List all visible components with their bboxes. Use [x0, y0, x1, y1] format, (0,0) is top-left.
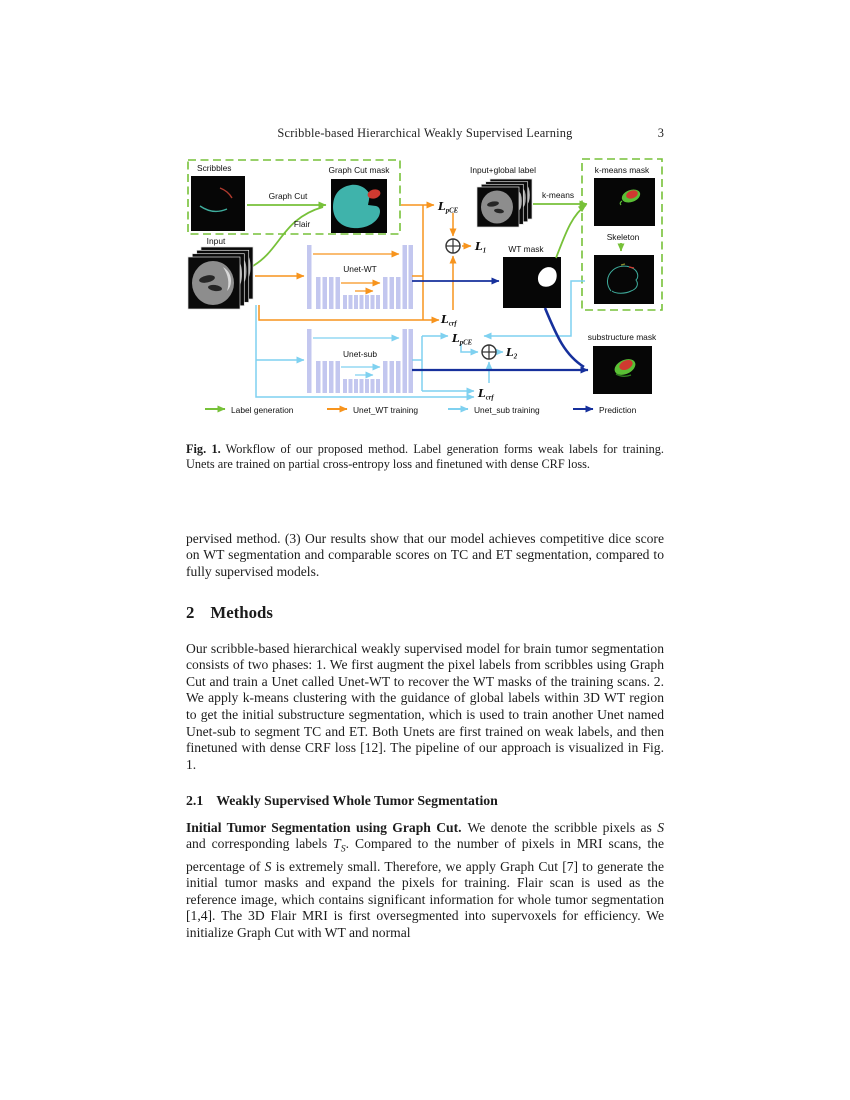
scribbles-image — [191, 176, 245, 231]
run-in-heading: Initial Tumor Segmentation using Graph Cut. — [186, 819, 462, 835]
para3-text-2: and corresponding labels — [186, 836, 334, 852]
skeleton-label: Skeleton — [606, 232, 640, 242]
loss-crf-sub-label: $L_{crf}$ — [478, 387, 494, 402]
section-2-1-number: 2.1 — [186, 792, 204, 808]
figure-1-workflow-diagram — [185, 155, 665, 425]
section-2-1-title: Weakly Supervised Whole Tumor Segmentation — [216, 792, 498, 808]
section-2-1-heading — [186, 793, 498, 809]
section-2-number: 2 — [186, 602, 195, 622]
graph-cut-mask-label: Graph Cut mask — [328, 165, 390, 175]
wt-mask-label: WT mask — [508, 244, 544, 254]
k-means-mask-image — [594, 178, 655, 226]
math-S-2: S — [264, 858, 272, 874]
paragraph-initial-tumor-segmentation — [186, 820, 664, 942]
k-means-arrow-label: k-means — [541, 190, 575, 200]
graph-cut-arrow-label: Graph Cut — [268, 191, 308, 201]
figure-legend — [205, 405, 637, 415]
flair-arrow — [251, 207, 323, 267]
running-head — [186, 126, 664, 141]
loss-2-label: $L_2$ — [506, 346, 518, 361]
wt-mask-image — [503, 257, 561, 308]
unet-sub-label: Unet-sub — [343, 349, 377, 359]
input-label: Input — [206, 236, 226, 246]
paragraph-continuation: pervised method. (3) Our results show that our model achieves competitive dice score on WT segmentation and comparable scores on TC and ET segmentation, compared to fully supervised models. — [186, 530, 664, 579]
figure-caption-text: Workflow of our proposed method. Label generation forms weak labels for training. Unets are trained on partial cross-entropy loss and finetuned with dense CRF loss. — [186, 442, 664, 472]
page-number: 3 — [657, 126, 664, 140]
section-2-heading — [186, 603, 273, 623]
wt-mask-to-substructure-curve — [545, 308, 584, 367]
legend-label-generation: Label generation — [231, 405, 294, 415]
loss-1-label: $L_1$ — [475, 240, 487, 255]
para3-text-3: . Compared to the number of pixels in MRI scans, the percentage of — [186, 836, 664, 874]
input-global-mri-stack — [477, 179, 532, 227]
flair-label: Flair — [293, 219, 311, 229]
legend-unet-wt-training: Unet_WT training — [353, 405, 419, 415]
sum-node-wt — [446, 239, 460, 253]
math-S-1: S — [657, 819, 664, 835]
running-title: Scribble-based Hierarchical Weakly Supervised Learning — [277, 126, 573, 140]
unet-wt-label: Unet-WT — [343, 264, 377, 274]
para3-text-1: We denote the scribble pixels as — [467, 819, 658, 835]
skeleton-image — [594, 255, 654, 304]
input-mri-stack — [188, 247, 253, 309]
scribbles-label: Scribbles — [197, 163, 232, 173]
paragraph-methods: Our scribble-based hierarchical weakly supervised model for brain tumor segmentation consists of two phases: 1. We first augment the pixel labels from scribbles using Graph Cut and train a Unet called Unet-WT to recover the WT masks of the training scans. 2. We apply k-means clustering with the guidance of global labels within 3D WT region to get the initial substructure segmentation, which is used to train another Unet named Unet-sub to segment TC and ET. Both Unets are first trained on weak labels, and then finetuned with dense CRF loss [12]. The pipeline of our approach is visualized in Fig. 1. — [186, 640, 664, 772]
loss-pce-wt-label: $L_{pCE}$ — [438, 200, 459, 215]
math-T: T — [333, 836, 341, 852]
math-T-subscript: S — [340, 843, 346, 855]
substructure-mask-label: substructure mask — [587, 332, 657, 342]
loss-pce-sub-label: $L_{pCE}$ — [452, 332, 473, 347]
para3-text-4: is extremely small. Therefore, we apply Graph Cut [7] to generate the initial tumor masks and expand the pixels for training. Flair scan is used as the reference image, which contains significant information for whole tumor segmentation [1,4]. The 3D Flair MRI is first oversegmented into supervoxels for efficiency. We initialize Graph Cut with WT and normal — [186, 858, 664, 940]
k-means-mask-label: k-means mask — [594, 165, 650, 175]
section-2-title: Methods — [210, 602, 273, 622]
input-global-label: Input+global label — [470, 165, 536, 175]
figure-caption — [186, 442, 664, 472]
loss-crf-wt-label: $L_{crf}$ — [441, 313, 457, 328]
figure-caption-tag: Fig. 1. — [186, 442, 221, 456]
sum-node-sub — [482, 345, 496, 359]
legend-prediction: Prediction — [599, 405, 637, 415]
legend-unet-sub-training: Unet_sub training — [474, 405, 540, 415]
substructure-mask-image — [593, 346, 652, 394]
graph-cut-mask-image — [331, 179, 387, 233]
